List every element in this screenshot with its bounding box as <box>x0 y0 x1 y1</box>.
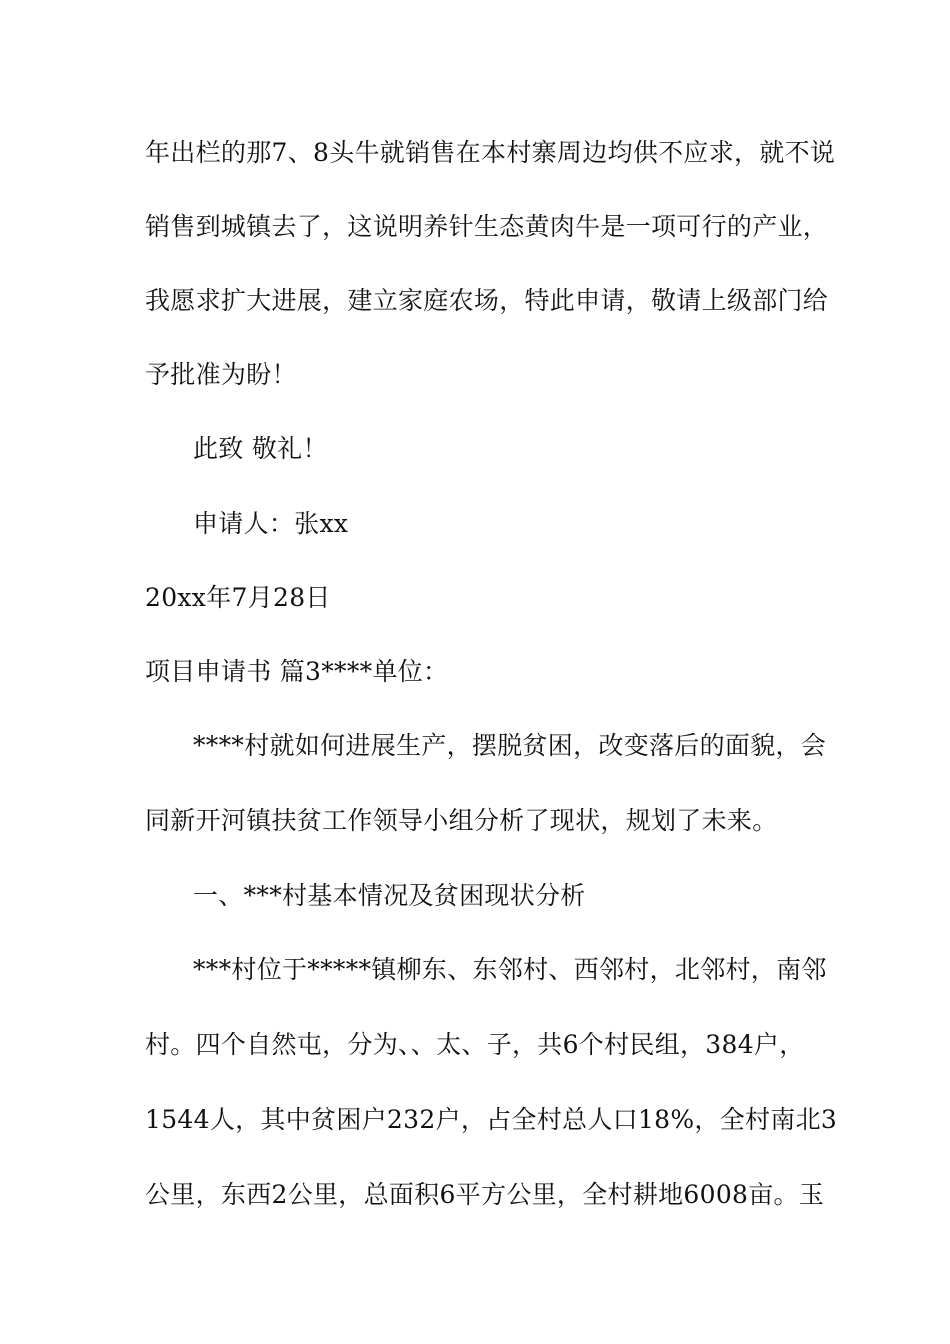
paragraph-line: 公里，东西2公里，总面积6平方公里，全村耕地6008亩。玉 <box>145 1180 825 1209</box>
date-line: 20xx年7月28日 <box>145 583 331 612</box>
paragraph-line: 销售到城镇去了，这说明养针生态黄肉牛是一项可行的产业， <box>145 212 829 241</box>
paragraph-line: 村。四个自然屯，分为、、太、子，共6个村民组，384户， <box>145 1030 805 1059</box>
paragraph-line: ****村就如何进展生产，摆脱贫困，改变落后的面貌，会 <box>193 731 827 760</box>
paragraph-line: 予批准为盼！ <box>145 360 297 389</box>
closing-salutation: 此致 敬礼！ <box>193 434 328 463</box>
paragraph-line: ***村位于*****镇柳东、东邻村、西邻村，北邻村，南邻 <box>193 955 827 984</box>
paragraph-line: 1544人，其中贫困户232户，占全村总人口18%，全村南北3 <box>145 1105 838 1134</box>
applicant-line: 申请人：张xx <box>193 509 349 538</box>
paragraph-line: 年出栏的那7、8头牛就销售在本村寨周边均供不应求，就不说 <box>145 138 836 167</box>
section-heading: 一、***村基本情况及贫困现状分析 <box>193 881 586 910</box>
paragraph-line: 同新开河镇扶贫工作领导小组分析了现状，规划了未来。 <box>145 806 778 835</box>
section-title: 项目申请书 篇3****单位： <box>145 657 449 686</box>
paragraph-line: 我愿求扩大进展，建立家庭农场，特此申请，敬请上级部门给 <box>145 286 829 315</box>
